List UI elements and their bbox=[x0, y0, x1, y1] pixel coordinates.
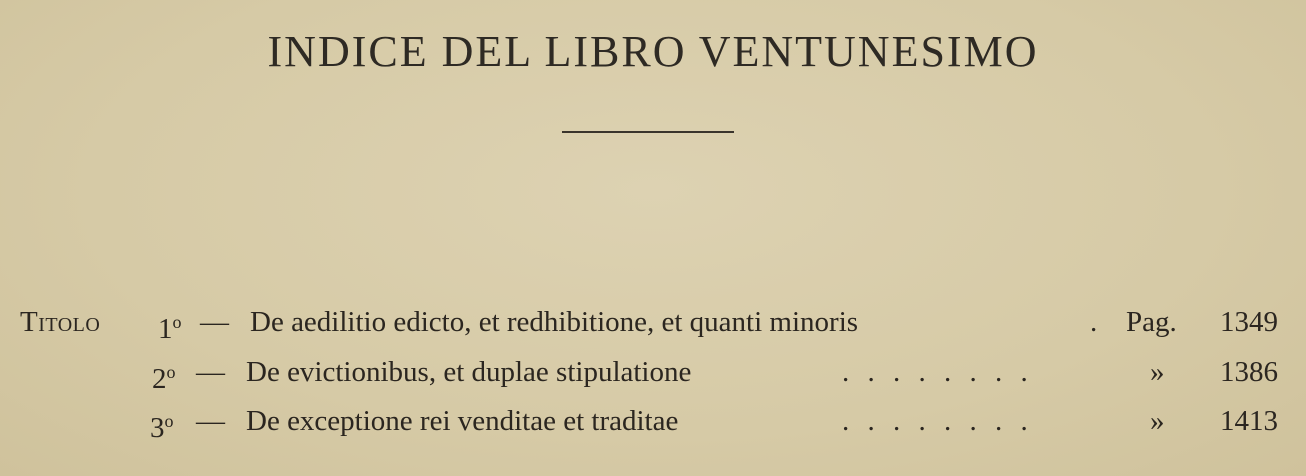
entry-page: 1386 bbox=[1220, 356, 1278, 388]
entry-dash: — bbox=[196, 356, 225, 388]
entry-title: De aedilitio edicto, et redhibitione, et quanti minoris bbox=[250, 306, 859, 338]
entry-number-value: 3 bbox=[150, 412, 165, 444]
entry-leader: . bbox=[1090, 306, 1098, 338]
entry-page-prefix: » bbox=[1150, 405, 1165, 437]
entry-ordinal: o bbox=[172, 312, 182, 332]
entry-title: De evictionibus, et duplae stipulatione bbox=[246, 356, 692, 388]
entry-number bbox=[158, 302, 182, 349]
entry-leader: . . . . . . . . bbox=[842, 356, 1028, 388]
entry-ordinal: o bbox=[166, 362, 176, 382]
entry-page: 1349 bbox=[1220, 306, 1278, 338]
entry-ordinal: o bbox=[164, 411, 174, 431]
entry-page-prefix: Pag. bbox=[1126, 306, 1177, 338]
entry-title: De exceptione rei venditae et traditae bbox=[246, 405, 679, 437]
entry-dash: — bbox=[200, 306, 229, 338]
entry-number-value: 1 bbox=[158, 313, 173, 345]
entry-number-value: 2 bbox=[152, 363, 167, 395]
toc-label: Titolo bbox=[20, 306, 101, 338]
entry-page: 1413 bbox=[1220, 405, 1278, 437]
page-title: INDICE DEL LIBRO VENTUNESIMO bbox=[267, 27, 1039, 76]
entry-page-prefix: » bbox=[1150, 356, 1165, 388]
entry-dash: — bbox=[196, 405, 225, 437]
entry-number bbox=[152, 352, 176, 399]
toc-entry-1 bbox=[0, 302, 1306, 345]
entry-number bbox=[150, 401, 174, 448]
toc-entry-2 bbox=[0, 352, 1306, 395]
title-rule bbox=[562, 131, 734, 133]
entry-leader: . . . . . . . . bbox=[842, 405, 1028, 437]
toc-entry-3 bbox=[0, 401, 1306, 444]
